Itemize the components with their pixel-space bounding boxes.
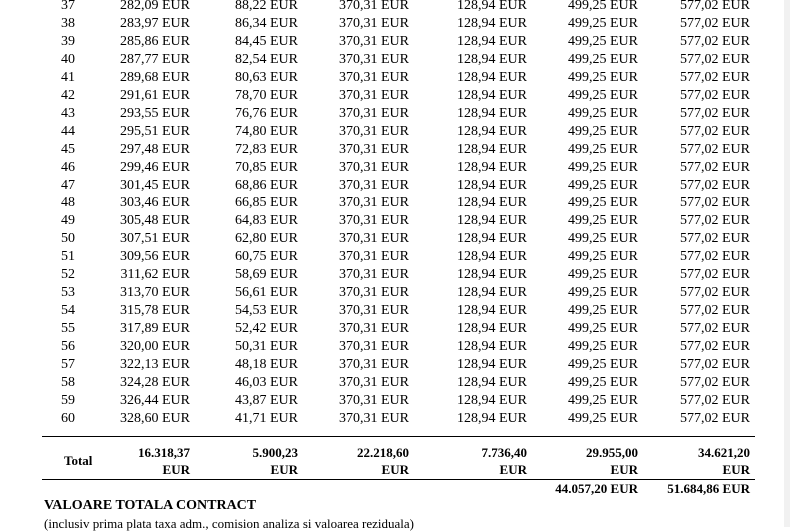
principal-cell: 295,51 EUR xyxy=(120,123,190,139)
total-c-value: 22.218,60 xyxy=(357,445,409,460)
interest-cell: 78,70 EUR xyxy=(235,87,298,103)
contract-value-1: 44.057,20 EUR xyxy=(555,481,638,496)
row-number: 58 xyxy=(61,374,75,390)
row-number: 38 xyxy=(61,15,75,31)
interest-cell: 80,63 EUR xyxy=(235,69,298,85)
installment-cell: 370,31 EUR xyxy=(339,159,409,175)
interest-cell: 68,86 EUR xyxy=(235,177,298,193)
total-a-currency: EUR xyxy=(162,462,190,477)
principal-cell: 282,09 EUR xyxy=(120,0,190,13)
principal-cell: 301,45 EUR xyxy=(120,177,190,193)
installment-cell: 370,31 EUR xyxy=(339,249,409,265)
interest-cell: 76,76 EUR xyxy=(235,105,298,121)
total-e-value: 29.955,00 xyxy=(586,445,638,460)
row-number: 50 xyxy=(61,231,75,247)
fee-cell: 128,94 EUR xyxy=(457,51,527,67)
installment-cell: 370,31 EUR xyxy=(339,177,409,193)
total-cell: 577,02 EUR xyxy=(680,410,750,426)
installment-cell: 370,31 EUR xyxy=(339,195,409,211)
row-number: 46 xyxy=(61,159,75,175)
fee-cell: 128,94 EUR xyxy=(457,303,527,319)
rate-cell: 499,25 EUR xyxy=(568,33,638,49)
total-cell: 577,02 EUR xyxy=(680,213,750,229)
contract-title: VALOARE TOTALA CONTRACT xyxy=(44,498,257,513)
principal-cell: 317,89 EUR xyxy=(120,321,190,337)
total-cell: 577,02 EUR xyxy=(680,321,750,337)
rate-cell: 499,25 EUR xyxy=(568,231,638,247)
interest-cell: 82,54 EUR xyxy=(235,51,298,67)
installment-cell: 370,31 EUR xyxy=(339,285,409,301)
installment-cell: 370,31 EUR xyxy=(339,123,409,139)
row-number: 59 xyxy=(61,392,75,408)
fee-cell: 128,94 EUR xyxy=(457,321,527,337)
interest-cell: 72,83 EUR xyxy=(235,141,298,157)
principal-cell: 285,86 EUR xyxy=(120,33,190,49)
fee-cell: 128,94 EUR xyxy=(457,87,527,103)
rate-cell: 499,25 EUR xyxy=(568,195,638,211)
row-number: 60 xyxy=(61,410,75,426)
principal-cell: 283,97 EUR xyxy=(120,15,190,31)
row-number: 42 xyxy=(61,87,75,103)
interest-cell: 48,18 EUR xyxy=(235,357,298,372)
principal-cell: 291,61 EUR xyxy=(120,87,190,103)
row-number: 57 xyxy=(61,357,75,372)
rate-cell: 499,25 EUR xyxy=(568,303,638,319)
total-cell: 577,02 EUR xyxy=(680,141,750,157)
total-cell: 577,02 EUR xyxy=(680,51,750,67)
fee-cell: 128,94 EUR xyxy=(457,267,527,283)
rate-cell: 499,25 EUR xyxy=(568,0,638,13)
row-number: 51 xyxy=(61,249,75,265)
total-f-value: 34.621,20 xyxy=(698,445,750,460)
total-cell: 577,02 EUR xyxy=(680,87,750,103)
total-cell: 577,02 EUR xyxy=(680,195,750,211)
total-cell: 577,02 EUR xyxy=(680,374,750,390)
installment-cell: 370,31 EUR xyxy=(339,303,409,319)
interest-cell: 43,87 EUR xyxy=(235,392,298,408)
installment-cell: 370,31 EUR xyxy=(339,374,409,390)
installment-cell: 370,31 EUR xyxy=(339,231,409,247)
installment-cell: 370,31 EUR xyxy=(339,357,409,372)
total-cell: 577,02 EUR xyxy=(680,339,750,355)
interest-cell: 54,53 EUR xyxy=(235,303,298,319)
fee-cell: 128,94 EUR xyxy=(457,105,527,121)
installment-cell: 370,31 EUR xyxy=(339,87,409,103)
installment-cell: 370,31 EUR xyxy=(339,321,409,337)
installment-cell: 370,31 EUR xyxy=(339,33,409,49)
interest-cell: 50,31 EUR xyxy=(235,339,298,355)
row-number: 52 xyxy=(61,267,75,283)
installment-cell: 370,31 EUR xyxy=(339,392,409,408)
interest-cell: 70,85 EUR xyxy=(235,159,298,175)
rate-cell: 499,25 EUR xyxy=(568,159,638,175)
row-number: 56 xyxy=(61,339,75,355)
rate-cell: 499,25 EUR xyxy=(568,69,638,85)
total-label: Total xyxy=(64,453,93,468)
total-a-value: 16.318,37 xyxy=(138,445,190,460)
rate-cell: 499,25 EUR xyxy=(568,410,638,426)
fee-cell: 128,94 EUR xyxy=(457,392,527,408)
contract-note: (inclusiv prima plata taxa adm., comision analiza si valoarea reziduala) xyxy=(44,516,414,531)
installment-cell: 370,31 EUR xyxy=(339,141,409,157)
rate-cell: 499,25 EUR xyxy=(568,87,638,103)
principal-cell: 328,60 EUR xyxy=(120,410,190,426)
installment-cell: 370,31 EUR xyxy=(339,410,409,426)
fee-cell: 128,94 EUR xyxy=(457,69,527,85)
rate-cell: 499,25 EUR xyxy=(568,51,638,67)
fee-cell: 128,94 EUR xyxy=(457,410,527,426)
total-bottom-rule xyxy=(42,479,755,480)
total-b-currency: EUR xyxy=(270,462,298,477)
principal-cell: 303,46 EUR xyxy=(120,195,190,211)
installment-cell: 370,31 EUR xyxy=(339,105,409,121)
rate-cell: 499,25 EUR xyxy=(568,321,638,337)
row-number: 43 xyxy=(61,105,75,121)
row-number: 37 xyxy=(61,0,75,13)
principal-cell: 289,68 EUR xyxy=(120,69,190,85)
rate-cell: 499,25 EUR xyxy=(568,213,638,229)
interest-cell: 86,34 EUR xyxy=(235,15,298,31)
fee-cell: 128,94 EUR xyxy=(457,33,527,49)
row-number: 45 xyxy=(61,141,75,157)
interest-cell: 62,80 EUR xyxy=(235,231,298,247)
total-b-value: 5.900,23 xyxy=(252,445,298,460)
total-cell: 577,02 EUR xyxy=(680,392,750,408)
principal-cell: 315,78 EUR xyxy=(120,303,190,319)
row-number: 55 xyxy=(61,321,75,337)
installment-cell: 370,31 EUR xyxy=(339,15,409,31)
rate-cell: 499,25 EUR xyxy=(568,374,638,390)
principal-cell: 326,44 EUR xyxy=(120,392,190,408)
interest-cell: 64,83 EUR xyxy=(235,213,298,229)
principal-cell: 287,77 EUR xyxy=(120,51,190,67)
installment-cell: 370,31 EUR xyxy=(339,0,409,13)
fee-cell: 128,94 EUR xyxy=(457,357,527,372)
row-number: 47 xyxy=(61,177,75,193)
total-cell: 577,02 EUR xyxy=(680,357,750,372)
interest-cell: 60,75 EUR xyxy=(235,249,298,265)
rate-cell: 499,25 EUR xyxy=(568,105,638,121)
rate-cell: 499,25 EUR xyxy=(568,285,638,301)
total-d-currency: EUR xyxy=(499,462,527,477)
row-number: 54 xyxy=(61,303,75,319)
principal-cell: 307,51 EUR xyxy=(120,231,190,247)
total-cell: 577,02 EUR xyxy=(680,303,750,319)
principal-cell: 322,13 EUR xyxy=(120,357,190,372)
fee-cell: 128,94 EUR xyxy=(457,339,527,355)
interest-cell: 88,22 EUR xyxy=(235,0,298,13)
total-cell: 577,02 EUR xyxy=(680,231,750,247)
fee-cell: 128,94 EUR xyxy=(457,123,527,139)
total-c-currency: EUR xyxy=(381,462,409,477)
interest-cell: 41,71 EUR xyxy=(235,410,298,426)
installment-cell: 370,31 EUR xyxy=(339,339,409,355)
total-cell: 577,02 EUR xyxy=(680,123,750,139)
total-cell: 577,02 EUR xyxy=(680,0,750,13)
interest-cell: 58,69 EUR xyxy=(235,267,298,283)
rate-cell: 499,25 EUR xyxy=(568,267,638,283)
rate-cell: 499,25 EUR xyxy=(568,177,638,193)
principal-cell: 309,56 EUR xyxy=(120,249,190,265)
row-number: 48 xyxy=(61,195,75,211)
total-f-currency: EUR xyxy=(722,462,750,477)
installment-cell: 370,31 EUR xyxy=(339,267,409,283)
interest-cell: 52,42 EUR xyxy=(235,321,298,337)
total-cell: 577,02 EUR xyxy=(680,177,750,193)
principal-cell: 324,28 EUR xyxy=(120,374,190,390)
rate-cell: 499,25 EUR xyxy=(568,357,638,372)
interest-cell: 74,80 EUR xyxy=(235,123,298,139)
principal-cell: 320,00 EUR xyxy=(120,339,190,355)
fee-cell: 128,94 EUR xyxy=(457,177,527,193)
row-number: 44 xyxy=(61,123,75,139)
fee-cell: 128,94 EUR xyxy=(457,249,527,265)
total-cell: 577,02 EUR xyxy=(680,267,750,283)
total-cell: 577,02 EUR xyxy=(680,249,750,265)
interest-cell: 46,03 EUR xyxy=(235,374,298,390)
total-cell: 577,02 EUR xyxy=(680,159,750,175)
interest-cell: 84,45 EUR xyxy=(235,33,298,49)
total-e-currency: EUR xyxy=(610,462,638,477)
row-number: 39 xyxy=(61,33,75,49)
rate-cell: 499,25 EUR xyxy=(568,392,638,408)
rate-cell: 499,25 EUR xyxy=(568,249,638,265)
fee-cell: 128,94 EUR xyxy=(457,0,527,13)
total-cell: 577,02 EUR xyxy=(680,69,750,85)
principal-cell: 313,70 EUR xyxy=(120,285,190,301)
rate-cell: 499,25 EUR xyxy=(568,141,638,157)
rate-cell: 499,25 EUR xyxy=(568,15,638,31)
fee-cell: 128,94 EUR xyxy=(457,195,527,211)
fee-cell: 128,94 EUR xyxy=(457,374,527,390)
row-number: 41 xyxy=(61,69,75,85)
rate-cell: 499,25 EUR xyxy=(568,123,638,139)
total-top-rule xyxy=(42,436,755,437)
fee-cell: 128,94 EUR xyxy=(457,159,527,175)
principal-cell: 305,48 EUR xyxy=(120,213,190,229)
interest-cell: 56,61 EUR xyxy=(235,285,298,301)
total-d-value: 7.736,40 xyxy=(481,445,527,460)
scrollbar-track[interactable] xyxy=(784,0,790,527)
total-cell: 577,02 EUR xyxy=(680,285,750,301)
principal-cell: 293,55 EUR xyxy=(120,105,190,121)
fee-cell: 128,94 EUR xyxy=(457,285,527,301)
principal-cell: 299,46 EUR xyxy=(120,159,190,175)
rate-cell: 499,25 EUR xyxy=(568,339,638,355)
fee-cell: 128,94 EUR xyxy=(457,15,527,31)
fee-cell: 128,94 EUR xyxy=(457,231,527,247)
total-cell: 577,02 EUR xyxy=(680,105,750,121)
row-number: 40 xyxy=(61,51,75,67)
row-number: 49 xyxy=(61,213,75,229)
fee-cell: 128,94 EUR xyxy=(457,141,527,157)
principal-cell: 297,48 EUR xyxy=(120,141,190,157)
installment-cell: 370,31 EUR xyxy=(339,213,409,229)
fee-cell: 128,94 EUR xyxy=(457,213,527,229)
interest-cell: 66,85 EUR xyxy=(235,195,298,211)
contract-value-2: 51.684,86 EUR xyxy=(667,481,750,496)
installment-cell: 370,31 EUR xyxy=(339,69,409,85)
total-cell: 577,02 EUR xyxy=(680,15,750,31)
principal-cell: 311,62 EUR xyxy=(120,267,190,283)
row-number: 53 xyxy=(61,285,75,301)
installment-cell: 370,31 EUR xyxy=(339,51,409,67)
total-cell: 577,02 EUR xyxy=(680,33,750,49)
